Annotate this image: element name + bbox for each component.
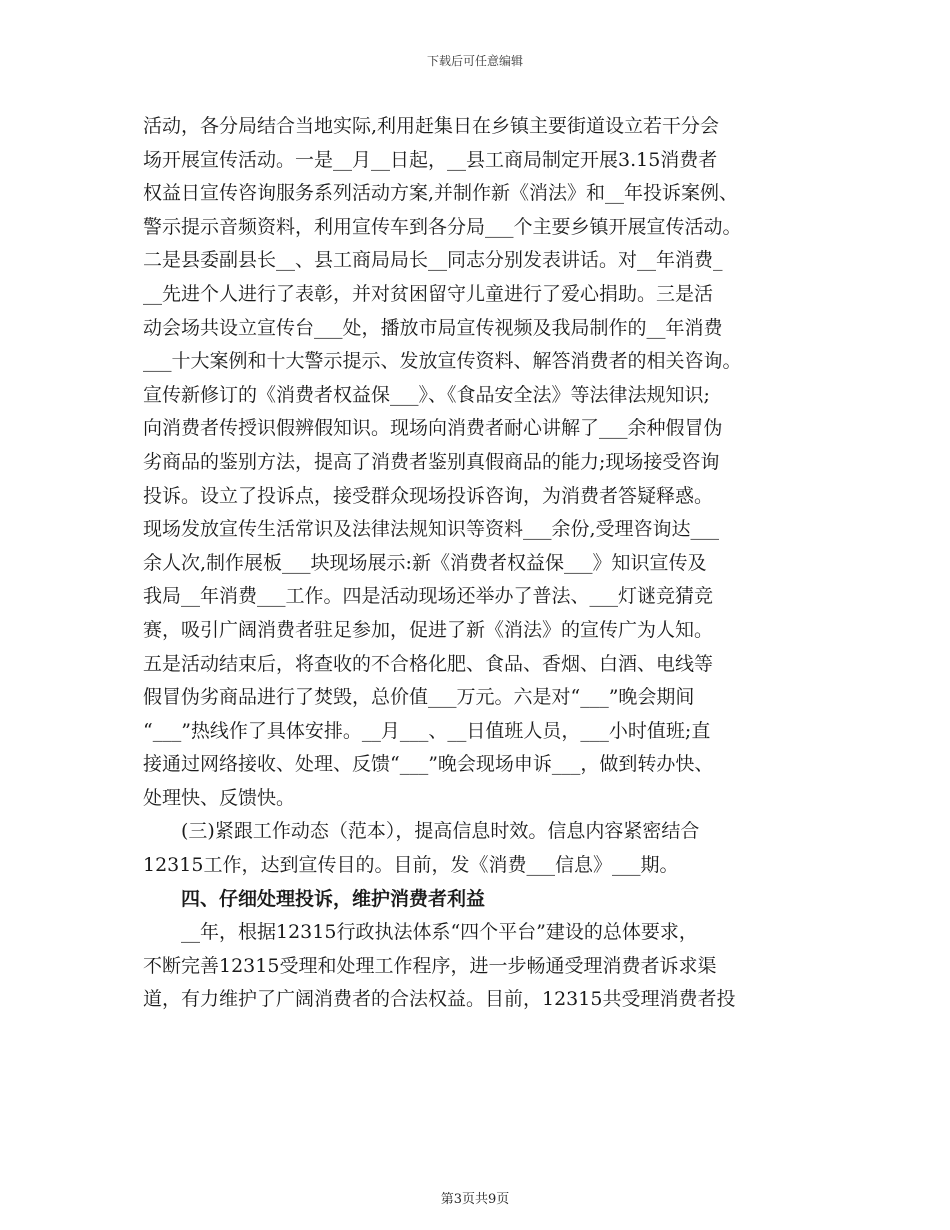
text-line: 现场发放宣传生活常识及法律法规知识等资料___余份,受理咨询达___ [143,518,720,541]
text-line: 余人次,制作展板___块现场展示:新《消费者权益保___》知识宣传及 [143,551,707,574]
text-line: 12315工作，达到宣传目的。目前，发《消费___信息》___期。 [143,854,679,877]
page-header: 下载后可任意编辑 [426,54,523,68]
text-line: 不断完善12315受理和处理工作程序，进一步畅通受理消费者诉求渠 [143,954,717,977]
text-line: 我局__年消费___工作。四是活动现场还举办了普法、___灯谜竞猜竞 [143,585,714,608]
text-line: __先进个人进行了表彰，并对贫困留守儿童进行了爱心捐助。三是活 [143,282,714,305]
text-line: 赛，吸引广阔消费者驻足参加，促进了新《消法》的宣传广为人知。 [143,618,714,641]
text-line: 活动，各分局结合当地实际,利用赶集日在乡镇主要街道设立若干分会 [143,115,720,137]
text-line: 处理快、反馈快。 [143,786,296,809]
text-line: “___”热线作了具体安排。__月___、__日值班人员，___小时值班;直 [143,719,711,742]
page-footer: 第3页共9页 [440,1192,510,1207]
text-line: 投诉。设立了投诉点，接受群众现场投诉咨询，为消费者答疑释惑。 [143,484,714,507]
text-line: 场开展宣传活动。一是__月__日起，__县工商局制定开展3.15消费者 [143,148,718,171]
paragraph-start-line: (三)紧跟工作动态（范本），提高信息时效。信息内容紧密结合 [181,820,700,843]
text-line: 动会场共设立宣传台___处，播放市局宣传视频及我局制作的__年消费 [143,316,723,339]
text-line: 二是县委副县长__、县工商局局长__同志分别发表讲话。对__年消费_ [143,249,723,272]
body-text [143,110,808,1017]
text-line: 权益日宣传咨询服务系列活动方案,并制作新《消法》和__年投诉案例、 [143,182,739,205]
text-line: ___十大案例和十大警示提示、发放宣传资料、解答消费者的相关咨询。 [143,350,742,373]
text-line: 接通过网络接收、处理、反馈“___”晚会现场申诉___，做到转办快、 [143,753,714,776]
text-line: 假冒伪劣商品进行了焚毁，总价值___万元。六是对“___”晚会期间 [143,686,695,709]
paragraph-start-line: __年，根据12315行政执法体系“四个平台”建设的总体要求， [181,921,698,944]
text-line: 道，有力维护了广阔消费者的合法权益。目前，12315共受理消费者投 [143,988,736,1011]
text-line: 向消费者传授识假辨假知识。现场向消费者耐心讲解了___余种假冒伪 [143,417,723,440]
text-line: 警示提示音频资料，利用宣传车到各分局___个主要乡镇开展宣传活动。 [143,215,742,238]
section-heading: 四、仔细处理投诉，维护消费者利益 [181,887,486,910]
text-line: 劣商品的鉴别方法，提高了消费者鉴别真假商品的能力;现场接受咨询 [143,450,720,473]
text-line: 宣传新修订的《消费者权益保___》、《食品安全法》等法律法规知识; [143,383,710,406]
text-line: 五是活动结束后，将查收的不合格化肥、食品、香烟、白酒、电线等 [143,652,714,675]
